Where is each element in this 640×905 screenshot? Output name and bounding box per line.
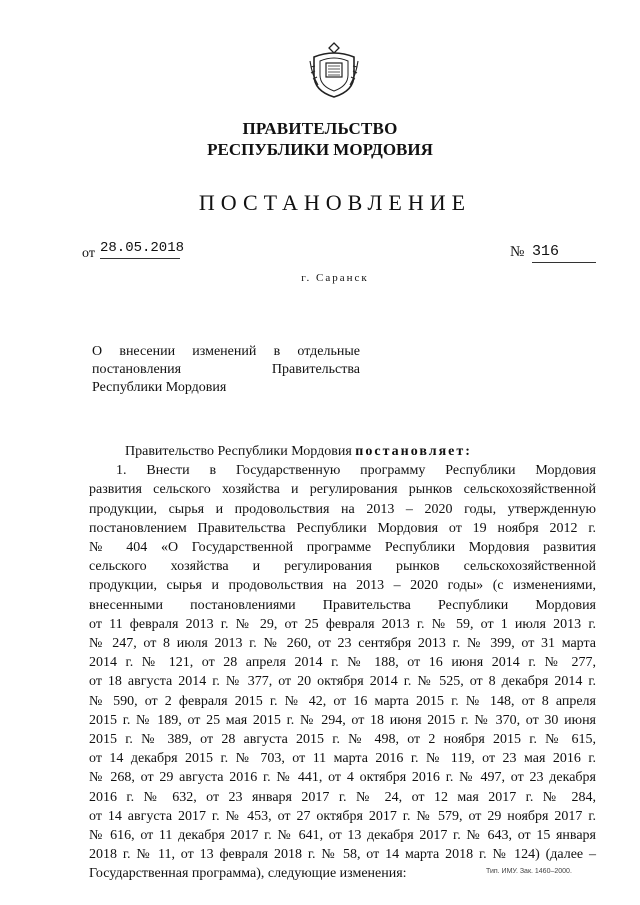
document-body	[89, 442, 596, 884]
body-line: № 616, от 11 декабря 2017 г. № 641, от 13 декабря 2017 г. № 643, от 15 января	[89, 828, 596, 844]
government-name-line2: РЕСПУБЛИКИ МОРДОВИЯ	[207, 140, 433, 159]
decree-word: постановляет:	[355, 444, 472, 459]
body-line: 2015 г. № 389, от 28 августа 2015 г. № 498, от 2 ноября 2015 г. № 615,	[89, 732, 596, 748]
body-line: от 14 августа 2017 г. № 453, от 27 октября 2017 г. № 579, от 29 ноября 2017 г.	[89, 808, 596, 824]
body-line: сельского хозяйства и регулирования рынков сельскохозяйственной	[89, 559, 596, 575]
body-lead-text: Правительство Республики Мордовия	[125, 444, 356, 459]
body-line: развития сельского хозяйства и регулирования рынков сельскохозяйственной	[89, 482, 596, 498]
body-line: 2014 г. № 121, от 28 апреля 2014 г. № 188, от 16 июня 2014 г. № 277,	[89, 655, 596, 671]
body-line: 2016 г. № 632, от 23 января 2017 г. № 24, от 12 мая 2017 г. № 284,	[89, 789, 596, 805]
body-line: внесенными постановлениями Правительства Республики Мордовия	[89, 597, 596, 613]
government-name-line1: ПРАВИТЕЛЬСТВО	[242, 119, 398, 138]
body-lead-line	[89, 442, 596, 461]
body-line: от 11 февраля 2013 г. № 29, от 25 февраля 2013 г. № 59, от 1 июля 2013 г.	[89, 616, 596, 632]
print-note: Тип. ИМУ. Зак. 1460–2000.	[486, 868, 572, 875]
body-line: 1. Внести в Государственную программу Республики Мордовия	[116, 463, 596, 479]
body-line: продукции, сырья и продовольствия на 2013 – 2020 годы» (с изменениями,	[89, 578, 596, 594]
body-line: 2018 г. № 11, от 13 февраля 2018 г. № 58, от 14 марта 2018 г. № 124) (далее –	[89, 847, 596, 863]
city-of-issue: г. Саранск	[301, 272, 369, 284]
body-line: от 18 августа 2014 г. № 377, от 20 октября 2014 г. № 525, от 8 декабря 2014 г.	[89, 674, 596, 690]
document-subject	[92, 343, 360, 397]
subject-line: постановления Правительства	[92, 362, 360, 377]
body-line: № 590, от 2 февраля 2015 г. № 42, от 16 марта 2015 г. № 148, от 8 апреля	[89, 693, 596, 709]
body-line: продукции, сырья и продовольствия на 2013 – 2020 годы, утвержденную	[89, 501, 596, 517]
date-prefix: от	[82, 246, 95, 261]
document-date: 28.05.2018	[100, 240, 180, 259]
body-line: от 14 декабря 2015 г. № 703, от 11 марта 2016 г. № 119, от 23 мая 2016 г.	[89, 751, 596, 767]
subject-line: О внесении изменений в отдельные	[92, 344, 360, 359]
body-line: № 247, от 8 июля 2013 г. № 260, от 23 сентября 2013 г. № 399, от 31 марта	[89, 636, 596, 652]
number-prefix: №	[510, 244, 525, 260]
subject-line: Республики Мордовия	[92, 380, 227, 395]
coat-of-arms-emblem	[309, 41, 359, 99]
body-line: Государственная программа), следующие изменения:	[89, 866, 407, 882]
document-type-title: ПОСТАНОВЛЕНИЕ	[198, 190, 472, 215]
body-line: постановлением Правительства Республики Мордовия от 19 ноября 2012 г.	[89, 520, 596, 536]
document-number: 316	[532, 243, 596, 263]
body-line: 2015 г. № 189, от 25 мая 2015 г. № 294, от 18 июня 2015 г. № 370, от 30 июня	[89, 712, 596, 728]
body-line: № 268, от 29 августа 2016 г. № 441, от 4 октября 2016 г. № 497, от 23 декабря	[89, 770, 596, 786]
body-line: № 404 «О Государственной программе Республики Мордовия развития	[89, 540, 596, 556]
